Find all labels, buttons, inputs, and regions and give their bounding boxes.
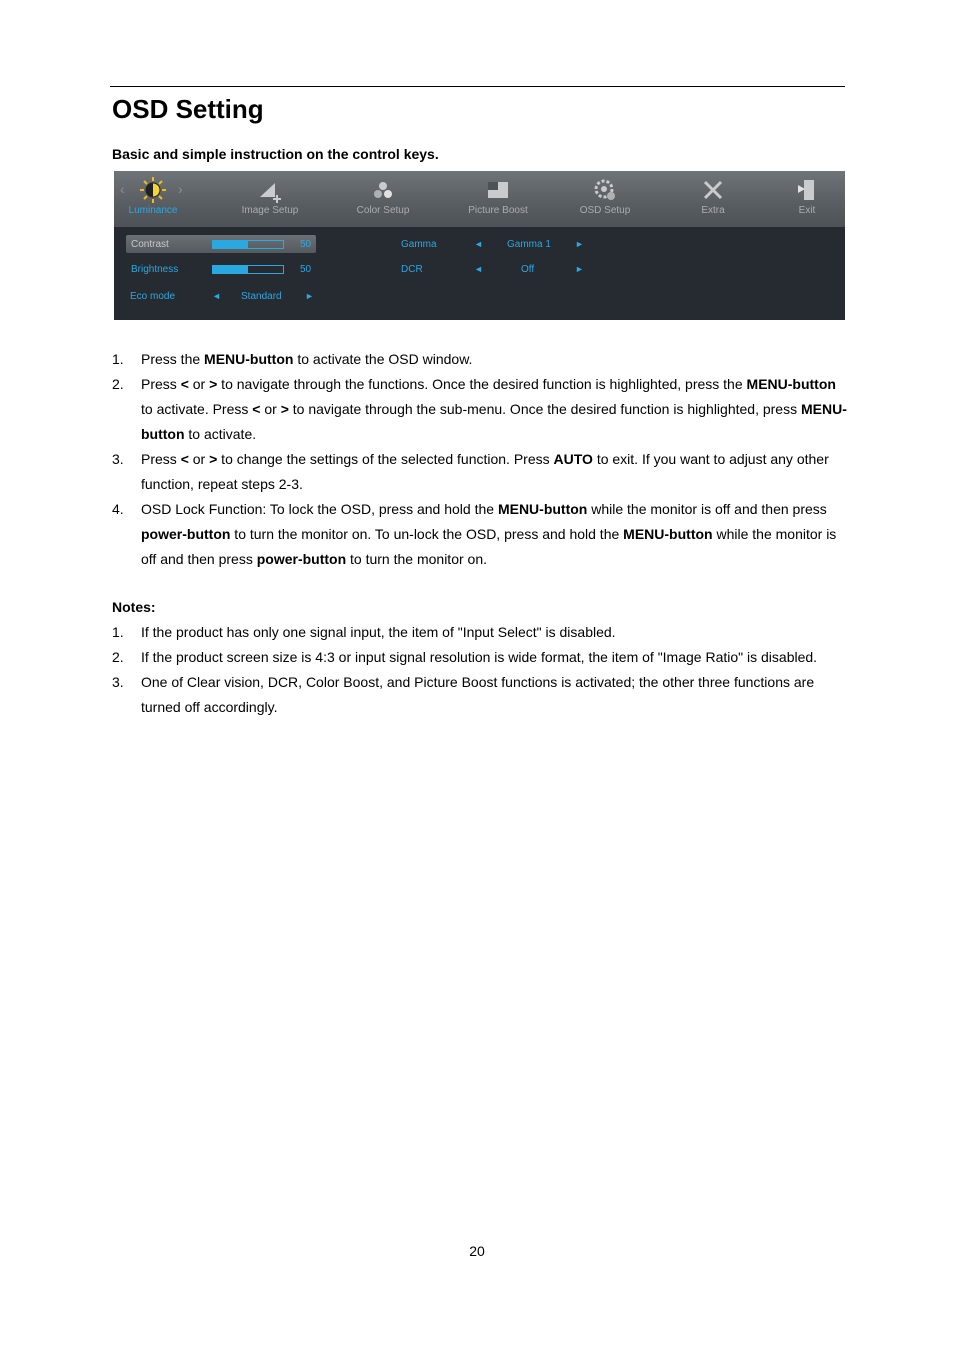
item-text: Press < or > to change the settings of the selected function. Press AUTO to exit. If you want to adjust any other function, repeat steps 2-3. [141,451,829,492]
color-setup-icon [370,177,396,203]
page-number: 20 [469,1243,485,1259]
dcr-label: DCR [401,264,423,275]
eco-mode-label: Eco mode [130,291,176,302]
note-item [112,670,847,720]
contrast-fill [213,241,248,248]
item-number: 1. [112,351,124,367]
item-number: 2. [112,649,124,665]
osd-tab-label: OSD Setup [579,205,631,216]
note-item [112,645,847,670]
arrow-left-icon: ◄ [474,239,483,249]
brightness-fill [213,266,248,273]
instruction-item [112,447,847,497]
chevron-right-icon: › [178,181,183,197]
luminance-icon [140,177,166,203]
osd-tab-extra [684,171,742,227]
instruction-item [112,497,847,572]
arrow-right-icon: ► [575,239,584,249]
osd-tab-label: Luminance [128,205,178,216]
contrast-value: 50 [300,239,312,250]
item-number: 4. [112,501,124,517]
item-text: OSD Lock Function: To lock the OSD, press and hold the MENU-button while the monitor is off and then press power-button to turn the monitor on. To un-lock the OSD, press and hold the MENU-button while the monitor is off and then press power-button to turn the monitor on. [141,501,837,567]
arrow-left-icon: ◄ [212,291,221,301]
osd-screenshot [114,171,845,320]
contrast-slider [212,240,284,249]
item-text: If the product screen size is 4:3 or input signal resolution is wide format, the item of "Image Ratio" is disabled. [141,649,818,665]
gamma-value: Gamma 1 [507,239,551,250]
brightness-label: Brightness [131,264,179,275]
exit-icon [794,177,820,203]
item-text: If the product has only one signal input, the item of "Input Select" is disabled. [141,624,616,640]
eco-mode-value: Standard [241,291,282,302]
instruction-list [112,347,847,572]
item-number: 1. [112,624,124,640]
osd-tab-label: Image Setup [241,205,299,216]
item-number: 3. [112,451,124,467]
notes-list [112,620,847,720]
top-rule [110,86,845,87]
instruction-item [112,347,847,372]
osd-tab-bar [114,171,845,227]
osd-tab-label: Picture Boost [468,205,528,216]
arrow-left-icon: ◄ [474,264,483,274]
picture-boost-icon [485,177,511,203]
note-item [112,620,847,645]
osd-tab-osd-setup [570,171,640,227]
osd-tab-label: Color Setup [356,205,410,216]
osd-setup-icon [592,177,618,203]
gamma-label: Gamma [401,239,437,250]
osd-tab-label: Exit [798,205,816,216]
subtitle: Basic and simple instruction on the control keys. [112,146,439,162]
extra-icon [700,177,726,203]
item-text: Press < or > to navigate through the functions. Once the desired function is highlighted, press the MENU-button to activate. Press < or > to navigate through the sub-menu. Once the desired function is highlighted, press MENU-button to activate. [141,376,847,442]
item-number: 2. [112,376,124,392]
osd-tab-picture-boost [458,171,538,227]
contrast-label: Contrast [131,239,169,250]
osd-tab-label: Extra [701,205,725,216]
arrow-right-icon: ► [575,264,584,274]
notes-heading: Notes: [112,599,156,615]
brightness-value: 50 [300,264,312,275]
chevron-left-icon: ‹ [120,181,125,197]
page-title: OSD Setting [112,94,264,124]
instruction-item [112,372,847,447]
dcr-value: Off [521,264,535,275]
item-text: One of Clear vision, DCR, Color Boost, and Picture Boost functions is activated; the other three functions are turned off accordingly. [141,674,815,715]
osd-submenu [114,227,845,320]
osd-tab-color-setup [346,171,420,227]
osd-tab-image-setup [232,171,308,227]
brightness-slider [212,265,284,274]
item-number: 3. [112,674,124,690]
osd-tab-luminance [122,171,184,227]
item-text: Press the MENU-button to activate the OSD window. [141,351,473,367]
image-setup-icon [257,177,283,203]
osd-tab-exit [782,171,832,227]
arrow-right-icon: ► [305,291,314,301]
